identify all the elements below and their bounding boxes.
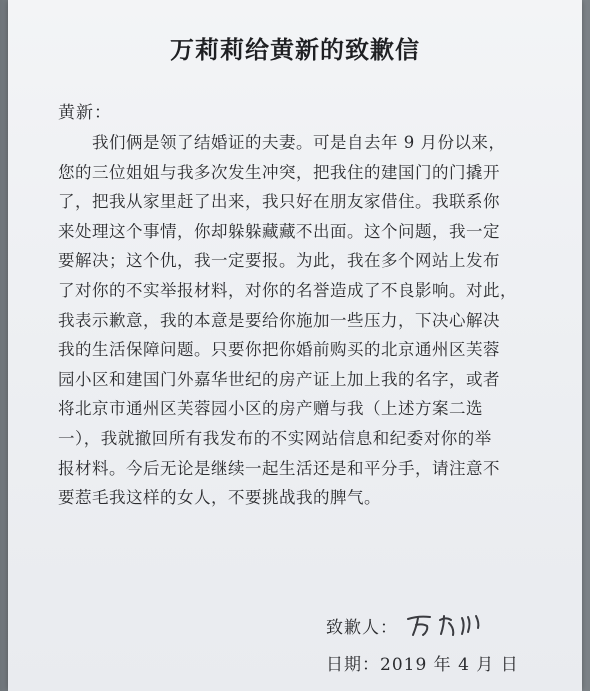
letter-title: 万莉莉给黄新的致歉信 [170, 35, 420, 64]
body-line: 报材料。今后无论是继续一起生活还是和平分手，请注意不 [58, 458, 500, 478]
body-line: 我表示歉意，我的本意是要给你施加一些压力，下决心解决 [58, 310, 500, 330]
date-label: 日期： [326, 655, 380, 675]
signer-row [326, 610, 496, 640]
letter-paper [8, 0, 582, 691]
body-line: 来处理这个事情，你却躲躲藏藏不出面。这个问题，我一定 [58, 221, 500, 241]
handwritten-signature [404, 610, 496, 640]
body-line: 了对你的不实举报材料，对你的名誉造成了不良影响。对此， [58, 280, 517, 300]
body-line: 我们俩是领了结婚证的夫妻。可是自去年 9 月份以来， [92, 133, 506, 152]
body-line: 要解决；这个仇，我一定要报。为此，我在多个网站上发布 [58, 251, 500, 271]
body-line: 您的三位姐姐与我多次发生冲突，把我住的建国门的门撬开 [58, 162, 500, 182]
date-row [326, 650, 519, 675]
date-value: 2019 年 4 月 日 [380, 655, 519, 675]
body-line: 我的生活保障问题。只要你把你婚前购买的北京通州区芙蓉 [58, 340, 500, 360]
body-line: 了，把我从家里赶了出来，我只好在朋友家借住。我联系你 [58, 192, 500, 212]
letter-body [58, 128, 558, 513]
body-line: 将北京市通州区芙蓉园小区的房产赠与我（上述方案二选 [58, 399, 483, 419]
signer-label: 致歉人： [326, 617, 398, 638]
salutation: 黄新： [58, 103, 112, 123]
body-line: 要惹毛我这样的女人，不要挑战我的脾气。 [58, 488, 381, 508]
body-line: 园小区和建国门外嘉华世纪的房产证上加上我的名字，或者 [58, 369, 500, 389]
body-line: 一），我就撤回所有我发布的不实网站信息和纪委对你的举 [58, 428, 492, 448]
